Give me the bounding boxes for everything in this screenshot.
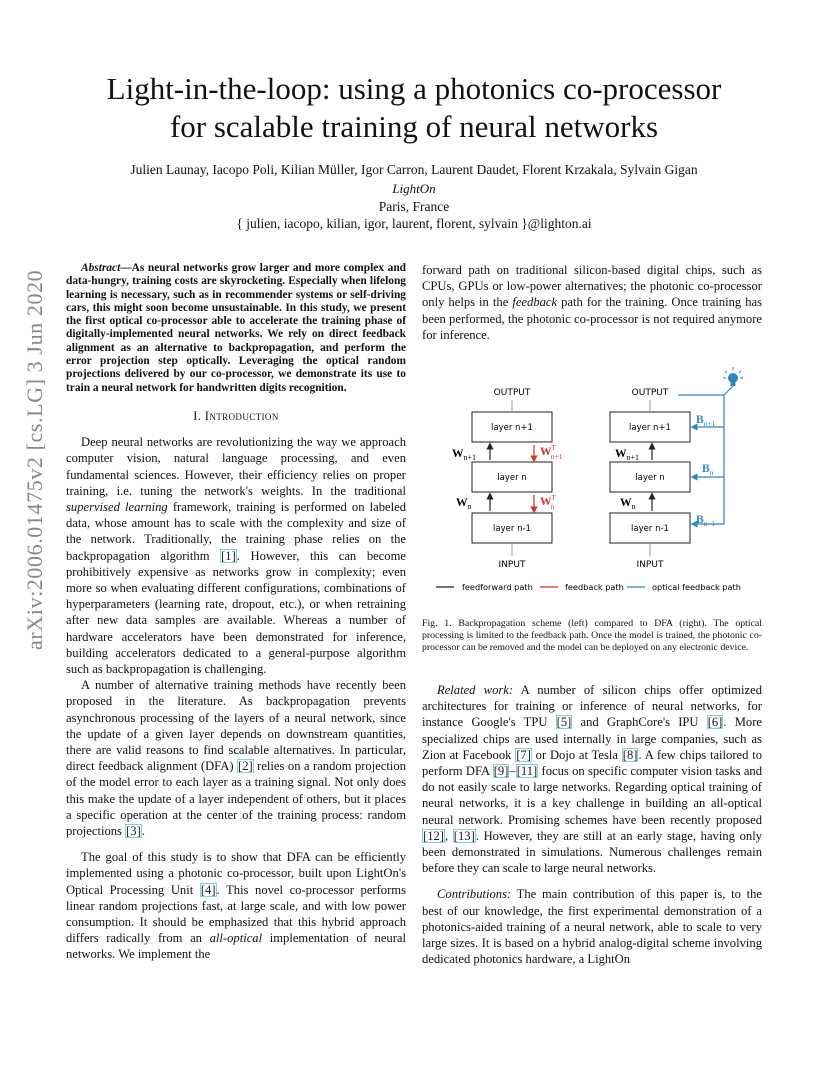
title-line-2: for scalable training of neural networks [169,109,659,144]
intro-paragraph-3 [66,849,406,962]
text-run: . This novel co-processor performs linear random projections fast, at large scale, and with low power consumption. It should be emphasized that this hybrid approach differs radically from an [66,882,406,946]
legend-feedback: feedback path [565,582,624,592]
intro-continued [422,262,762,343]
text-run: . However, they are still at an early stage, having only been demonstrated in simulations. Numerous challenges remain before they can scale to large neural networks. [422,828,762,876]
abstract [66,262,406,395]
caption-label: Fig. 1. [422,618,452,629]
section-heading-introduction [66,408,406,424]
random-projection-label: $B_{n-1}$ [696,514,716,528]
citation-link[interactable]: [12] [423,828,444,843]
abstract-label: Abstract [81,262,121,274]
arxiv-identifier: arXiv:2006.01475v2 [cs.LG] 3 Jun 2020 [22,269,47,650]
paragraph-heading: Related work: [437,683,514,697]
layer-label: layer n-1 [631,524,669,534]
backprop-diagram [452,388,563,570]
citation-link[interactable]: [13] [453,828,475,843]
output-label: OUTPUT [631,388,669,398]
citation-link[interactable]: [2] [238,759,253,774]
title-line-1: Light-in-the-loop: using a photonics co-processor [106,71,722,106]
text-run: . However, this can become prohibitively expensive as networks grow in complexity; even more so when evaluating different configurations, combinations of hyperparameters (learning rate, dropout, etc.), or when retraining after new data samples are available. Whereas a number of hardware accelerators have been demonstrated for inference, building accelerators dedicated to a general-purpose algorithm such as backpropagation is challenging. [66,548,406,677]
citation-link[interactable]: [11] [516,764,538,779]
transposed-weight-label: $W^T$ n+1 [540,444,563,461]
weight-label: $W_n$ [456,497,472,511]
emails: { julien, iacopo, kilian, igor, laurent, florent, sylvain }@lighton.ai [236,216,592,231]
text-run: focus on specific computer vision tasks and do not easily scale to large networks. Regarding optical training of neural networks, it is a key challenge in building an all-optical neural network. Promising schemes have been recently proposed [422,764,763,827]
legend-feedforward: feedforward path [462,582,533,592]
emphasis: supervised learning [66,499,168,514]
caption-text: Backpropagation scheme (left) compared to DFA (right). The optical processing is limited to the feedback path. Once the model is trained, the photonic co-processor can be removed and the model can be deployed on any electronic device. [422,618,762,653]
lightbulb-icon [723,367,743,395]
right-column-top [422,262,762,343]
text-run: – [509,764,516,779]
layer-label: layer n [635,473,665,483]
transposed-weight-label: $W^T$ n [540,494,556,511]
figure-caption [422,618,762,654]
citation-link[interactable]: [5] [556,715,572,730]
intro-paragraph-2 [66,677,406,839]
left-column [66,262,406,963]
citation-link[interactable]: [1] [221,548,236,563]
section-title: Introduction [204,408,279,423]
text-run: The goal of this study is to show that DFA can be efficiently implemented using a photonic co-processor, built upon LightOn's Optical Processing Unit [66,850,406,897]
text-run: The main contribution of this paper is, to the best of our knowledge, the first experimental demonstration of a photonics-aided training of a neural network, able to scale to very large sizes. It is based on a hybrid analog-digital scheme involving dedicated photonics hardware, a LightOn [422,887,762,967]
text-run: A number of silicon chips offer optimized architectures for training or inference of neural networks, for instance Google's TPU [422,683,762,730]
layer-label: layer n+1 [629,423,671,433]
text-run: framework, training is performed on labeled data, whose amount has to scale with the complexity and size of the network. Traditionally, the training phase relies on the backpropagation algorithm [66,499,407,563]
abstract-text: —As neural networks grow larger and more complex and data-hungry, training costs are skyrocketing. Especially when lifelong learning is necessary, such as in recommender systems or self-driving cars, this might soon become unsustainable. In this study, we present the first optical co-processor able to accelerate the training phase of digitally-implemented neural networks. We rely on direct feedback alignment as an alternative to backpropagation, and perform the error projection step optically. Leveraging the optical random projections delivered by our co-processor, we demonstrate its use to train a neural network for handwritten digits recognition. [66,262,406,394]
text-run: or Dojo at Tesla [531,747,622,762]
emphasis: feedback [512,295,558,310]
text-run: . [141,824,145,839]
text-run: path for the training. Once training has been performed, the photonic co-processor is not required anymore for inference. [422,295,763,342]
layer-label: layer n [497,473,527,483]
layer-label: layer n-1 [493,524,531,534]
affiliation: LightOn [392,181,436,196]
paragraph-heading: Contributions: [437,887,512,902]
emphasis: all-optical [209,931,263,946]
figure-1 [422,366,762,598]
weight-label: $W_n$ [620,497,636,511]
intro-paragraph-1 [66,434,406,677]
text-run: A number of alternative training methods have recently been proposed in the literature. As backpropagation prevents asynchronous processing of the layers of a neural network, since the update of a given layer depends on downstream quantities, there are valid reasons to find scalable alternatives. In particular, direct feedback alignment (DFA) [66,678,406,774]
text-run: relies on a random projection of the model error to each layer as a training signal. Not only does this make the update of a layer independent of others, but it places a specific operation at the center of the training process: random projections [66,759,407,839]
citation-link[interactable]: [4] [200,882,216,897]
dfa-diagram [422,366,762,598]
citation-link[interactable]: [9] [493,764,509,779]
random-projection-label: $B_{n+1}$ [696,414,716,428]
contributions-paragraph [422,886,762,967]
text-run: and GraphCore's IPU [572,715,707,730]
text-run: Deep neural networks are revolutionizing the way we approach computer vision, natural language processing, and even fundamental sciences. However, their efficiency relies on proper training, i.e. tuning the network's weights. In the traditional [66,435,406,498]
text-run: . A few chips tailored to perform DFA [422,747,762,779]
paper-title [60,70,768,146]
figure-legend [436,582,741,592]
authors: Julien Launay, Iacopo Poli, Kilian Müller, Igor Carron, Laurent Daudet, Florent Krzakala, Sylvain Gigan [130,162,698,177]
input-label: INPUT [636,560,664,570]
citation-link[interactable]: [7] [516,747,531,762]
text-run: implementation of neural networks. We implement the [66,931,407,962]
right-column-bottom [422,682,762,967]
text-run: , [444,828,453,843]
citation-link[interactable]: [8] [622,747,638,762]
input-label: INPUT [498,560,526,570]
text-run: . More specialized chips are used internally in large companies, such as Zion at Facebook [422,715,762,762]
citation-link[interactable]: [3] [126,824,141,839]
citation-link[interactable]: [6] [707,715,723,730]
output-label: OUTPUT [493,388,531,398]
weight-label: $W_{n+1}$ [615,448,640,462]
weight-label: $W_{n+1}$ [452,448,477,462]
city: Paris, France [378,199,450,214]
dfa-scheme [610,367,743,570]
legend-optical-feedback: optical feedback path [652,582,741,592]
section-number: I. [193,408,202,423]
layer-label: layer n+1 [491,423,533,433]
related-work-paragraph [422,682,762,876]
text-run: forward path on traditional silicon-based digital chips, such as CPUs, GPUs or low-power alternatives; the photonic co-processor only helps in the [422,263,762,310]
random-projection-label: $B_n$ [702,463,714,477]
